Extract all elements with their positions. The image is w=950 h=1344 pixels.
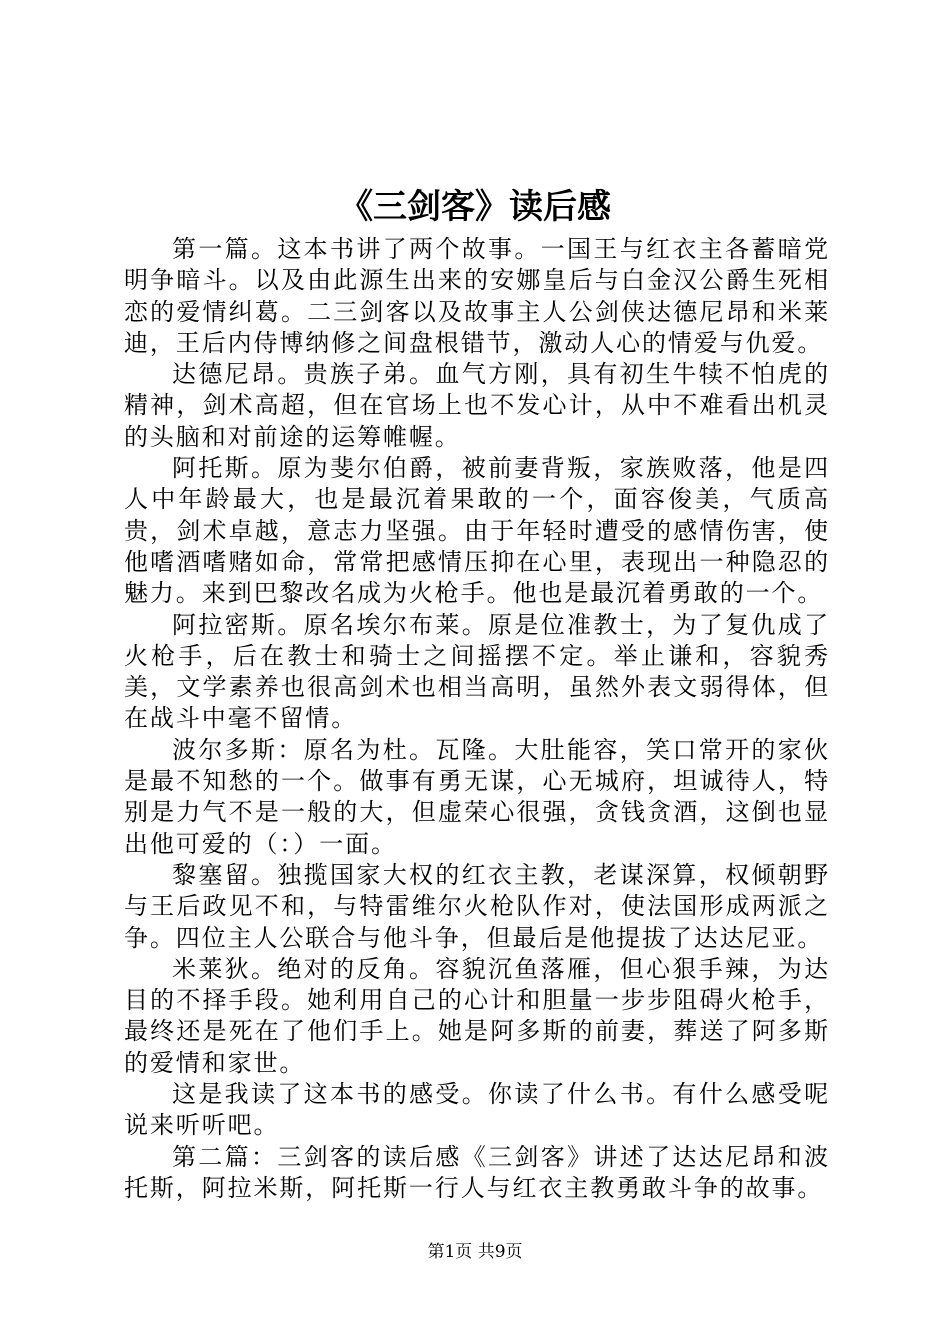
page-footer: [0, 1240, 950, 1264]
paragraph: 黎塞留。独揽国家大权的红衣主教，老谋深算，权倾朝野与王后政见不和，与特雷维尔火枪队作对，使法国形成两派之争。四位主人公联合与他斗争，但最后是他提拔了达达尼亚。: [124, 860, 830, 952]
paragraph: 第二篇：三剑客的读后感《三剑客》讲述了达达尼昂和波托斯，阿拉米斯，阿托斯一行人与红衣主教勇敢斗争的故事。: [124, 1142, 830, 1202]
paragraph: 米莱狄。绝对的反角。容貌沉鱼落雁，但心狠手辣，为达目的不择手段。她利用自己的心计和胆量一步步阻碍火枪手，最终还是死在了他们手上。她是阿多斯的前妻，葬送了阿多斯的爱情和家世。: [124, 954, 830, 1077]
document-title: 《三剑客》读后感: [339, 187, 611, 227]
page-indicator: 第1页 共9页: [427, 1242, 523, 1262]
paragraph: 阿拉密斯。原名埃尔布莱。原是位准教士，为了复仇成了火枪手，后在教士和骑士之间摇摆不定。举止谦和，容貌秀美，文学素养也很高剑术也相当高明，虽然外表文弱得体，但在战斗中毫不留情。: [124, 610, 830, 733]
paragraph: 波尔多斯：原名为杜。瓦隆。大肚能容，笑口常开的家伙是最不知愁的一个。做事有勇无谋，心无城府，坦诚待人，特别是力气不是一般的大，但虚荣心很强，贪钱贪酒，这倒也显出他可爱的（：）一面。: [124, 735, 830, 858]
document-body: [124, 234, 830, 1204]
paragraph: 这是我读了这本书的感受。你读了什么书。有什么感受呢说来听听吧。: [124, 1080, 830, 1140]
paragraph: 达德尼昂。贵族子弟。血气方刚，具有初生牛犊不怕虎的精神，剑术高超，但在官场上也不发心计，从中不难看出机灵的头脑和对前途的运筹帷幄。: [124, 360, 830, 451]
paragraph: 阿托斯。原为斐尔伯爵，被前妻背叛，家族败落，他是四人中年龄最大，也是最沉着果敢的一个，面容俊美，气质高贵，剑术卓越，意志力坚强。由于年轻时遭受的感情伤害，使他嗜酒嗜赌如命，常常把感情压抑在心里，表现出一种隐忍的魅力。来到巴黎改名成为火枪手。他也是最沉着勇敢的一个。: [124, 454, 830, 608]
paragraph: 第一篇。这本书讲了两个故事。一国王与红衣主各蓄暗党明争暗斗。以及由此源生出来的安娜皇后与白金汉公爵生死相恋的爱情纠葛。二三剑客以及故事主人公剑侠达德尼昂和米莱迪，王后内侍博纳修之间盘根错节，激动人心的情爱与仇爱。: [124, 235, 830, 357]
